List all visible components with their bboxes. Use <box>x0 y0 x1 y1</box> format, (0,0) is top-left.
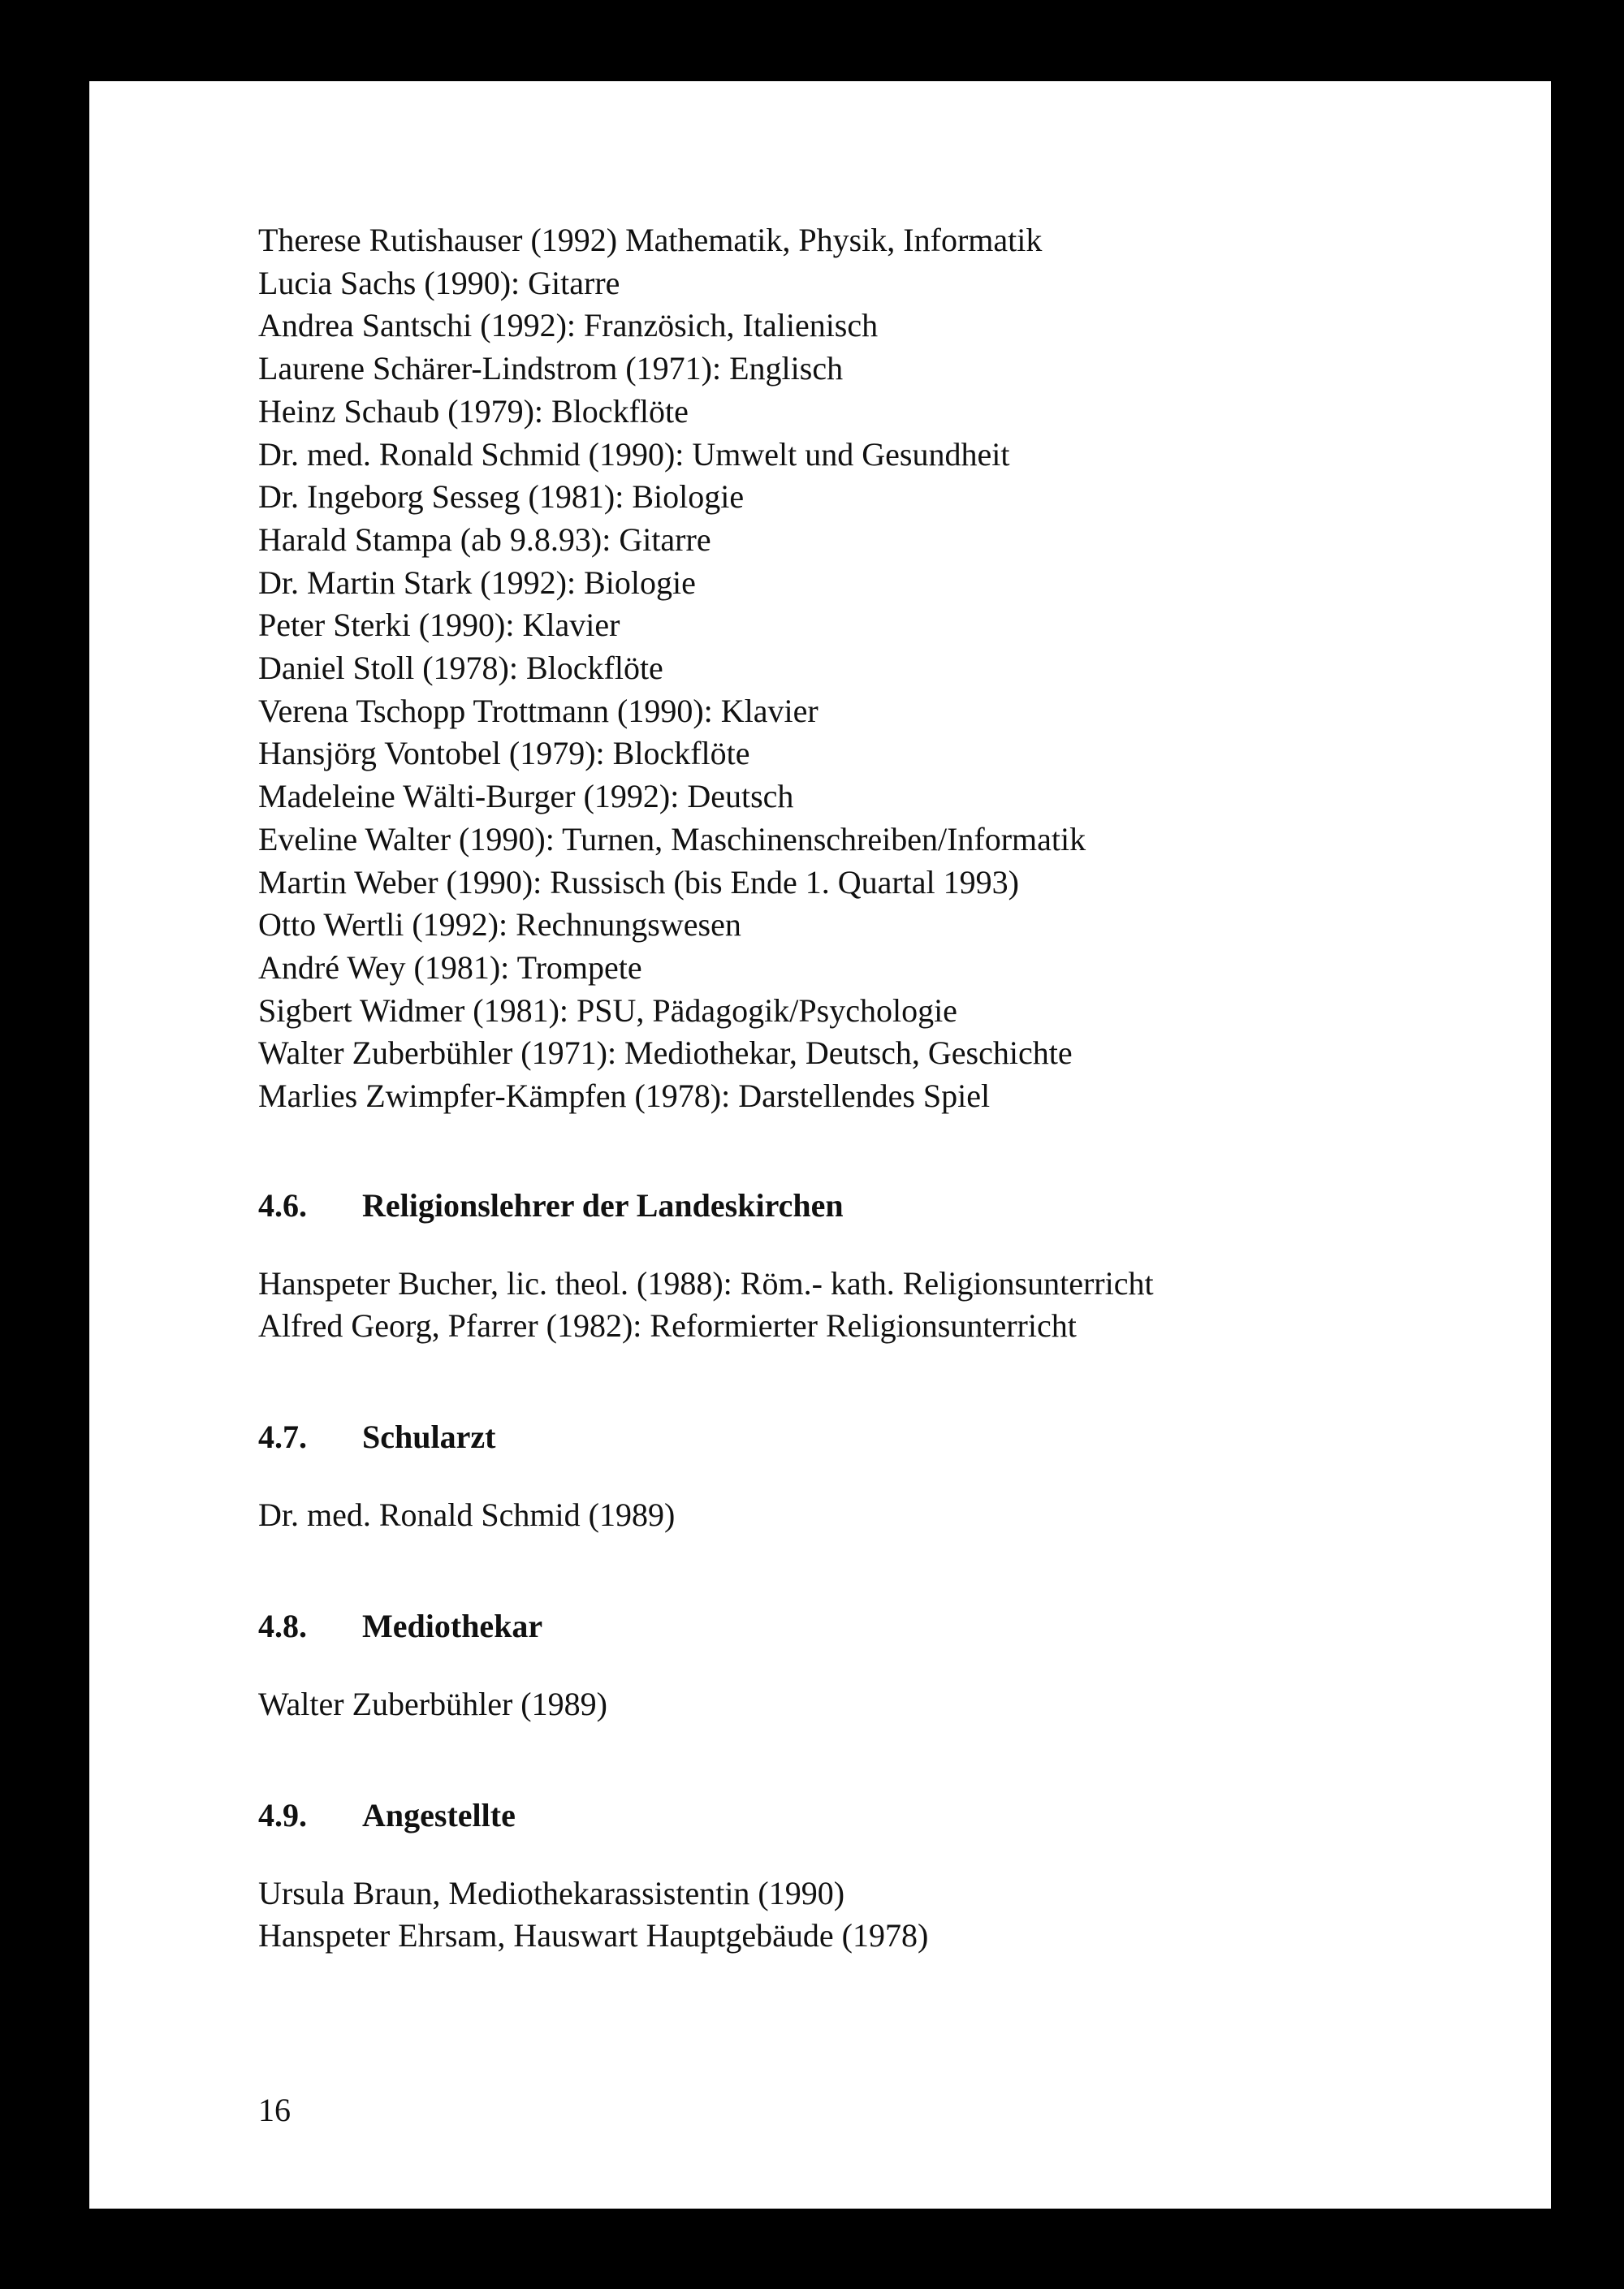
section-entry: Hanspeter Bucher, lic. theol. (1988): Röm.- kath. Religionsunterricht <box>258 1264 1154 1302</box>
section-4-6 <box>258 1185 1476 1348</box>
staff-entry: Marlies Zwimpfer-Kämpfen (1978): Darstellendes Spiel <box>258 1078 991 1115</box>
section-entry: Ursula Braun, Mediothekarassistentin (1990) <box>258 1874 845 1911</box>
section-title: Angestellte <box>362 1796 516 1833</box>
section-title: Religionslehrer der Landeskirchen <box>362 1186 844 1224</box>
staff-entry: Sigbert Widmer (1981): PSU, Pädagogik/Psychologie <box>258 991 957 1029</box>
section-heading <box>258 1794 1476 1837</box>
section-entry: Hanspeter Ehrsam, Hauswart Hauptgebäude (1978) <box>258 1917 929 1954</box>
staff-entry: Harald Stampa (ab 9.8.93): Gitarre <box>258 520 711 558</box>
section-entry: Walter Zuberbühler (1989) <box>258 1685 607 1722</box>
staff-entry: Otto Wertli (1992): Rechnungswesen <box>258 906 741 944</box>
staff-entry: Eveline Walter (1990): Turnen, Maschinenschreiben/Informatik <box>258 820 1086 857</box>
section-number: 4.6. <box>258 1186 307 1224</box>
staff-entry: Madeleine Wälti-Burger (1992): Deutsch <box>258 778 794 815</box>
section-number: 4.8. <box>258 1607 307 1644</box>
section-4-8 <box>258 1605 1476 1726</box>
staff-entry: Therese Rutishauser (1992) Mathematik, Physik, Informatik <box>258 222 1043 258</box>
staff-entry: Dr. Martin Stark (1992): Biologie <box>258 564 696 601</box>
section-4-7 <box>258 1416 1476 1537</box>
staff-entry: Peter Sterki (1990): Klavier <box>258 607 620 644</box>
section-heading <box>258 1605 1476 1648</box>
staff-entry: Martin Weber (1990): Russisch (bis Ende 1. Quartal 1993) <box>258 863 1019 900</box>
staff-entry: Heinz Schaub (1979): Blockflöte <box>258 392 689 430</box>
section-4-9 <box>258 1794 1476 1958</box>
staff-entry: André Wey (1981): Trompete <box>258 948 642 986</box>
document-page <box>89 81 1551 2209</box>
section-entry: Dr. med. Ronald Schmid (1989) <box>258 1496 676 1534</box>
section-title: Schularzt <box>362 1419 496 1456</box>
section-heading <box>258 1416 1476 1458</box>
staff-entry: Walter Zuberbühler (1971): Mediothekar, Deutsch, Geschichte <box>258 1034 1073 1072</box>
staff-entry: Daniel Stoll (1978): Blockflöte <box>258 650 663 687</box>
section-title: Mediothekar <box>362 1607 543 1644</box>
staff-entry: Lucia Sachs (1990): Gitarre <box>258 264 620 301</box>
staff-entry: Dr. med. Ronald Schmid (1990): Umwelt und Gesundheit <box>258 435 1010 473</box>
page-number: 16 <box>258 2092 291 2128</box>
staff-entry: Dr. Ingeborg Sesseg (1981): Biologie <box>258 478 745 516</box>
staff-entry: Verena Tschopp Trottmann (1990): Klavier <box>258 692 818 729</box>
staff-entry: Hansjörg Vontobel (1979): Blockflöte <box>258 735 750 772</box>
staff-list <box>258 219 1476 1118</box>
section-number: 4.7. <box>258 1419 307 1456</box>
staff-entry: Laurene Schärer-Lindstrom (1971): Englisch <box>258 350 844 387</box>
page-content <box>258 219 1476 1958</box>
section-heading <box>258 1185 1476 1227</box>
section-number: 4.9. <box>258 1796 307 1833</box>
section-entry: Alfred Georg, Pfarrer (1982): Reformierter Religionsunterricht <box>258 1307 1077 1345</box>
staff-entry: Andrea Santschi (1992): Französich, Italienisch <box>258 307 879 344</box>
